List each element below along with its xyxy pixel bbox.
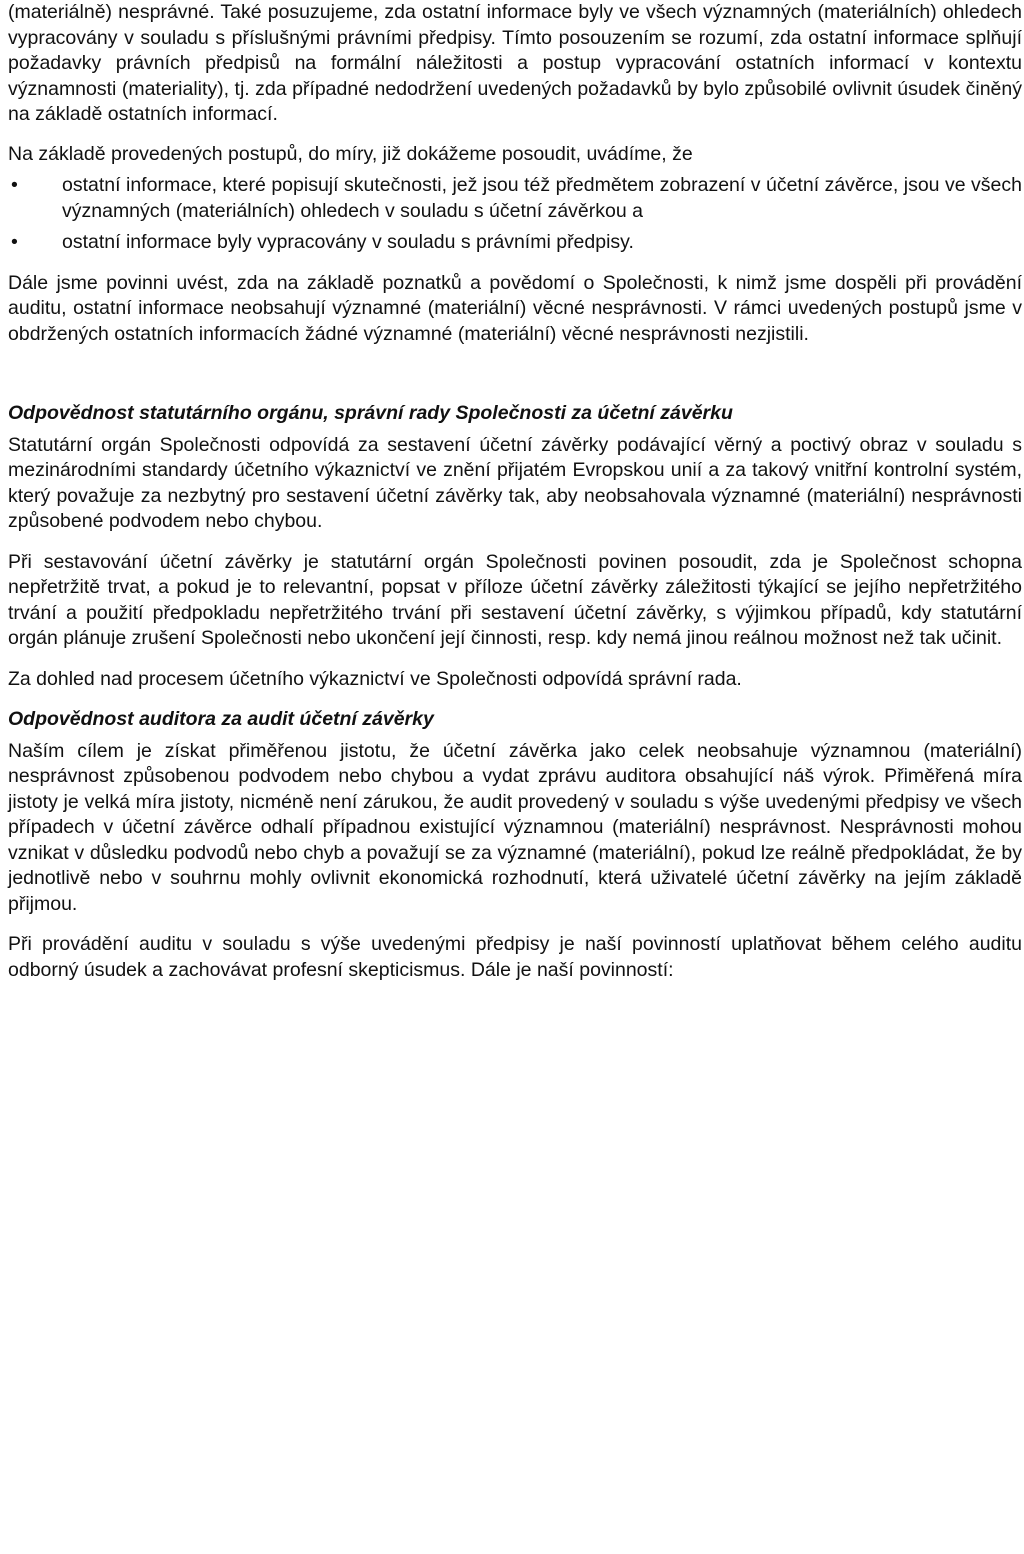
paragraph-statutory-1: Statutární orgán Společnosti odpovídá za sestavení účetní závěrky podávající věrný a poctivý obraz v souladu s mezinárodními standardy účetního výkaznictví ve znění přijatém Evropskou unií a za takový vnitřní kontrolní systém, který považuje za nezbytný pro sestavení účetní závěrky tak, aby neobsahovala významné (materiální) nesprávnosti způsobené podvodem nebo chybou. [8, 433, 1022, 532]
list-item [8, 173, 1022, 224]
heading-statutory-responsibility: Odpovědnost statutárního orgánu, správní rady Společnosti za účetní závěrku [8, 402, 733, 424]
paragraph-statutory-3: Za dohled nad procesem účetního výkaznictví ve Společnosti odpovídá správní rada. [8, 667, 742, 690]
paragraph-statutory-2: Při sestavování účetní závěrky je statutární orgán Společnosti povinen posoudit, zda je Společnost schopna nepřetržitě trvat, a pokud je to relevantní, popsat v příloze účetní závěrky záležitosti týkající se jejího nepřetržitého trvání a použití předpokladu nepřetržitého trvání při sestavení účetní závěrky, s výjimkou případů, kdy statutární orgán plánuje zrušení Společnosti nebo ukončení její činnosti, resp. kdy nemá jinou reálnou možnost než tak učinit. [8, 550, 1022, 649]
paragraph-auditor-2: Při provádění auditu v souladu s výše uvedenými předpisy je naší povinností uplatňovat během celého auditu odborný úsudek a zachovávat profesní skepticismus. Dále je naší povinností: [8, 933, 1022, 981]
conclusions-list [8, 173, 1022, 256]
bullet-icon: • [11, 174, 18, 196]
paragraph-obligation: Dále jsme povinni uvést, zda na základě poznatků a povědomí o Společnosti, k nimž jsme dospěli při provádění auditu, ostatní informace neobsahují významné (materiální) věcné nesprávnosti. V rámci uvedených postupů jsme v obdržených ostatních informacích žádné významné (materiální) věcné nesprávnosti nezjistili. [8, 271, 1022, 345]
list-item-text: ostatní informace, které popisují skutečnosti, jež jsou též předmětem zobrazení v účetní závěrce, jsou ve všech významných (materiálních) ohledech v souladu s účetní závěrkou a [62, 174, 1022, 222]
paragraph-other-information-assessment: (materiálně) nesprávné. Také posuzujeme, zda ostatní informace byly ve všech významných (materiálních) ohledech vypracovány v souladu s příslušnými právními předpisy. Tímto posouzením se rozumí, zda ostatní informace splňují požadavky právních předpisů na formální náležitosti a postup vypracování ostatních informací v kontextu významnosti (materiality), tj. zda případné nedodržení uvedených požadavků by bylo způsobilé ovlivnit úsudek činěný na základě ostatních informací. [8, 1, 1022, 125]
bullet-icon: • [11, 231, 18, 253]
list-item [8, 230, 1022, 256]
list-item-text: ostatní informace byly vypracovány v souladu s právními předpisy. [62, 231, 634, 253]
paragraph-procedures-intro: Na základě provedených postupů, do míry, již dokážeme posoudit, uvádíme, že [8, 142, 693, 165]
paragraph-auditor-1: Naším cílem je získat přiměřenou jistotu, že účetní závěrka jako celek neobsahuje významnou (materiální) nesprávnost způsobenou podvodem nebo chybou a vydat zprávu auditora obsahující náš výrok. Přiměřená míra jistoty je velká míra jistoty, nicméně není zárukou, že audit provedený v souladu s výše uvedenými předpisy ve všech případech v účetní závěrce odhalí případnou existující významnou (materiální) nesprávnost. Nesprávnosti mohou vznikat v důsledku podvodů nebo chyb a považují se za významné (materiální), pokud lze reálně předpokládat, že by jednotlivě nebo v souhrnu mohly ovlivnit ekonomická rozhodnutí, která uživatelé účetní závěrky na jejím základě přijmou. [8, 739, 1022, 915]
document-page [8, 0, 1022, 983]
heading-auditor-responsibility: Odpovědnost auditora za audit účetní závěrky [8, 708, 434, 730]
